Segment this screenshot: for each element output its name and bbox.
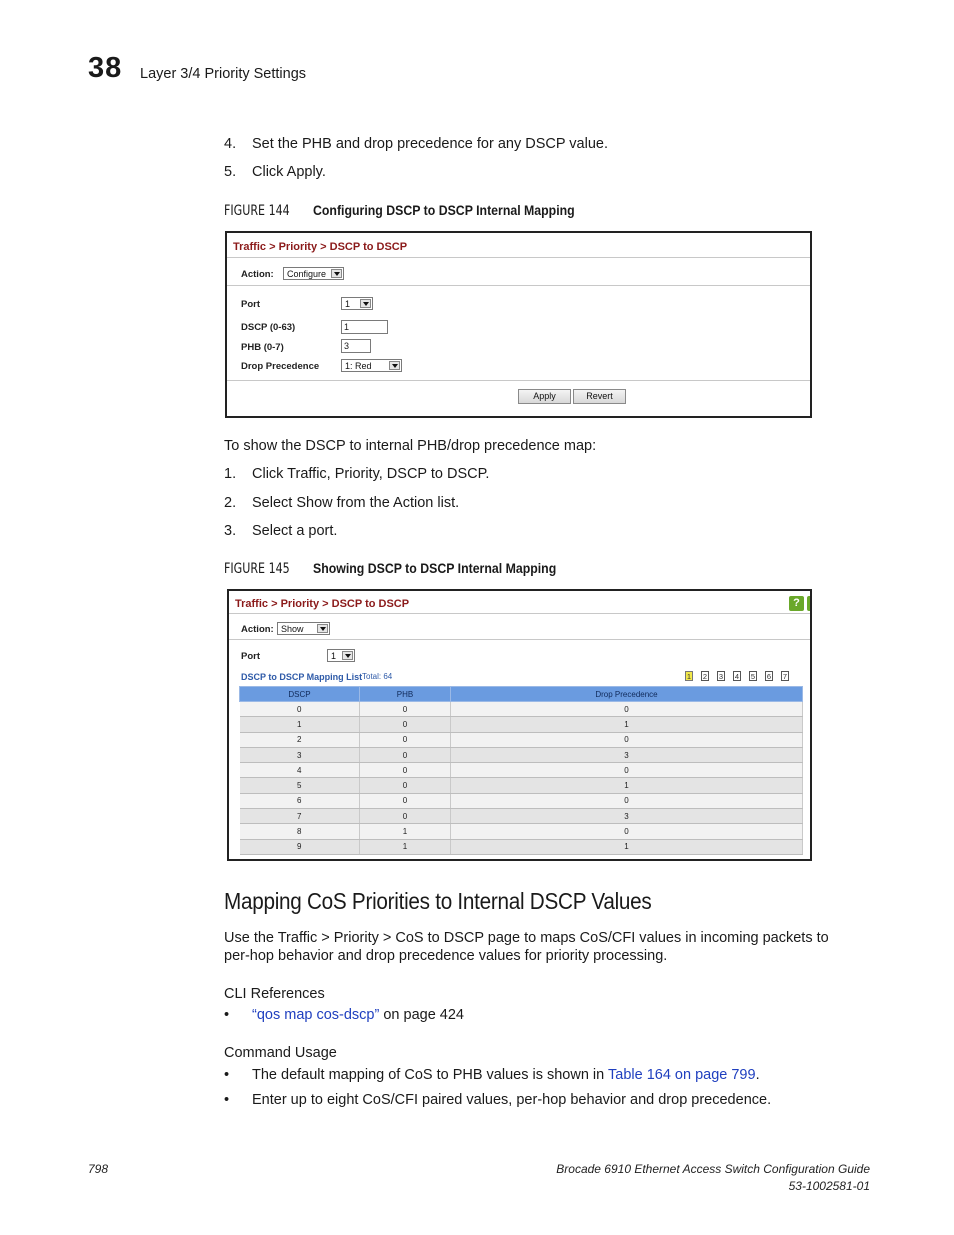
bullet-icon: • (224, 1092, 230, 1108)
breadcrumb (235, 598, 409, 610)
cli-references-heading: CLI References (224, 986, 325, 1002)
action-value: Configure (287, 269, 327, 279)
dscp-label: DSCP (0-63) (241, 322, 296, 333)
action-label: Action: (241, 624, 274, 635)
chevron-down-icon (331, 269, 342, 278)
page-5-button[interactable]: 5 (750, 672, 756, 681)
toolbar-icon[interactable] (807, 596, 812, 611)
mapping-list-title: DSCP to DSCP Mapping List (241, 672, 363, 682)
figure-label: FIGURE 145 (224, 561, 290, 577)
cell-phb: 0 (360, 747, 451, 762)
column-header-drop-precedence[interactable]: Drop Precedence (451, 687, 803, 702)
breadcrumb-separator: > (322, 598, 329, 610)
action-select[interactable] (283, 267, 344, 280)
figure-144-caption (224, 202, 610, 219)
port-select[interactable] (327, 649, 355, 662)
column-header-phb[interactable]: PHB (360, 687, 451, 702)
usage-text: The default mapping of CoS to PHB values is shown in (252, 1067, 608, 1083)
breadcrumb-traffic[interactable]: Traffic (235, 598, 269, 610)
chapter-title: Layer 3/4 Priority Settings (140, 66, 307, 82)
table-row (240, 839, 803, 854)
divider (229, 639, 810, 640)
figure-label: FIGURE 144 (224, 203, 290, 219)
mapping-table (239, 686, 803, 855)
cell-drop-precedence: 0 (451, 824, 803, 839)
drop-precedence-value: 1: Red (345, 361, 372, 371)
cell-dscp: 0 (240, 702, 360, 717)
step-number: 5. (224, 164, 237, 180)
chevron-down-icon (342, 651, 353, 660)
action-label: Action: (241, 269, 274, 280)
port-select[interactable] (341, 297, 373, 310)
divider (227, 257, 810, 258)
table-row (240, 763, 803, 778)
breadcrumb-dscp-to-dscp[interactable]: DSCP to DSCP (329, 241, 408, 253)
table-row (240, 747, 803, 762)
cell-phb: 1 (360, 824, 451, 839)
figure-144-screenshot (225, 231, 812, 418)
show-intro: To show the DSCP to internal PHB/drop precedence map: (224, 438, 597, 454)
page-7-button[interactable]: 7 (782, 672, 788, 681)
cell-phb: 0 (360, 702, 451, 717)
cell-drop-precedence: 1 (451, 778, 803, 793)
port-value: 1 (331, 651, 337, 661)
cell-drop-precedence: 0 (451, 763, 803, 778)
cell-phb: 0 (360, 717, 451, 732)
cli-reference-page: on page 424 (379, 1007, 464, 1023)
table-row (240, 717, 803, 732)
cell-drop-precedence: 0 (451, 702, 803, 717)
action-select[interactable] (277, 622, 330, 635)
cell-drop-precedence: 0 (451, 732, 803, 747)
step-text: Click Traffic, Priority, DSCP to DSCP. (252, 466, 490, 482)
help-icon[interactable]: ? (789, 596, 804, 611)
step-number: 1. (224, 466, 237, 482)
cell-phb: 0 (360, 793, 451, 808)
breadcrumb-separator: > (320, 241, 327, 253)
bullet-icon: • (224, 1007, 230, 1023)
table-row (240, 778, 803, 793)
breadcrumb-priority[interactable]: Priority (278, 241, 318, 253)
cell-dscp: 6 (240, 793, 360, 808)
phb-input[interactable]: 3 (341, 339, 371, 353)
chapter-number: 38 (88, 52, 123, 84)
table-reference-link[interactable]: Table 164 on page 799 (608, 1067, 756, 1083)
page-2-button[interactable]: 2 (702, 672, 708, 681)
usage-text-end: . (755, 1067, 760, 1083)
mapping-list-total: Total: 64 (362, 672, 393, 681)
phb-label: PHB (0-7) (241, 342, 284, 353)
cell-dscp: 2 (240, 732, 360, 747)
figure-title: Showing DSCP to DSCP Internal Mapping (312, 560, 556, 576)
page-1-button[interactable]: 1 (686, 672, 692, 681)
divider (229, 613, 810, 614)
table-row (240, 809, 803, 824)
document-number: 53-1002581-01 (788, 1179, 870, 1193)
cell-dscp: 7 (240, 809, 360, 824)
cell-dscp: 8 (240, 824, 360, 839)
table-row (240, 732, 803, 747)
chevron-down-icon (360, 299, 371, 308)
section-intro-line-2: per-hop behavior and drop precedence values for priority processing. (224, 948, 668, 964)
divider (227, 380, 810, 381)
figure-145-caption (224, 560, 589, 577)
breadcrumb-separator: > (269, 241, 276, 253)
document-title: Brocade 6910 Ethernet Access Switch Configuration Guide (556, 1162, 870, 1176)
cell-phb: 0 (360, 809, 451, 824)
cell-phb: 0 (360, 732, 451, 747)
cell-dscp: 9 (240, 839, 360, 854)
action-value: Show (281, 624, 304, 634)
drop-precedence-label: Drop Precedence (241, 361, 320, 372)
breadcrumb-dscp-to-dscp[interactable]: DSCP to DSCP (331, 598, 410, 610)
page-number: 798 (88, 1162, 109, 1176)
section-intro-line-1: Use the Traffic > Priority > CoS to DSCP page to maps CoS/CFI values in incoming packets to (224, 930, 829, 946)
cell-drop-precedence: 3 (451, 747, 803, 762)
breadcrumb-priority[interactable]: Priority (280, 598, 320, 610)
command-usage-heading: Command Usage (224, 1045, 337, 1061)
step-text: Set the PHB and drop precedence for any DSCP value. (252, 136, 609, 152)
cell-dscp: 3 (240, 747, 360, 762)
breadcrumb-traffic[interactable]: Traffic (233, 241, 267, 253)
divider (227, 285, 810, 286)
dscp-input[interactable]: 1 (341, 320, 388, 334)
breadcrumb (233, 241, 407, 253)
usage-text: Enter up to eight CoS/CFI paired values, per-hop behavior and drop precedence. (252, 1092, 772, 1108)
page-6-button[interactable]: 6 (766, 672, 772, 681)
figure-title: Configuring DSCP to DSCP Internal Mapping (312, 202, 575, 218)
step-text: Select a port. (252, 523, 338, 539)
cell-drop-precedence: 0 (451, 793, 803, 808)
table-row (240, 702, 803, 717)
step-text: Select Show from the Action list. (252, 495, 460, 511)
cell-phb: 0 (360, 763, 451, 778)
step-number: 4. (224, 136, 237, 152)
breadcrumb-separator: > (271, 598, 278, 610)
cell-dscp: 1 (240, 717, 360, 732)
page-3-button[interactable]: 3 (718, 672, 724, 681)
table-row (240, 824, 803, 839)
step-text: Click Apply. (252, 164, 326, 180)
mapping-table-body (240, 702, 803, 855)
chevron-down-icon (317, 624, 328, 633)
port-label: Port (241, 299, 260, 310)
cell-drop-precedence: 1 (451, 717, 803, 732)
cli-reference-link[interactable]: “qos map cos-dscp” (252, 1007, 380, 1023)
cell-phb: 1 (360, 839, 451, 854)
revert-button[interactable]: Revert (573, 389, 626, 404)
table-row (240, 793, 803, 808)
cell-dscp: 5 (240, 778, 360, 793)
chevron-down-icon (389, 361, 400, 370)
section-title: Mapping CoS Priorities to Internal DSCP Values (224, 888, 652, 914)
table-header-row (240, 687, 803, 702)
step-number: 2. (224, 495, 237, 511)
apply-button[interactable]: Apply (518, 389, 571, 404)
cell-dscp: 4 (240, 763, 360, 778)
cell-drop-precedence: 3 (451, 809, 803, 824)
drop-precedence-select[interactable] (341, 359, 402, 372)
cell-drop-precedence: 1 (451, 839, 803, 854)
step-number: 3. (224, 523, 237, 539)
port-label: Port (241, 651, 260, 662)
port-value: 1 (345, 299, 351, 309)
bullet-icon: • (224, 1067, 230, 1083)
column-header-dscp[interactable]: DSCP (240, 687, 360, 702)
figure-145-screenshot (227, 589, 812, 861)
page-4-button[interactable]: 4 (734, 672, 740, 681)
cell-phb: 0 (360, 778, 451, 793)
